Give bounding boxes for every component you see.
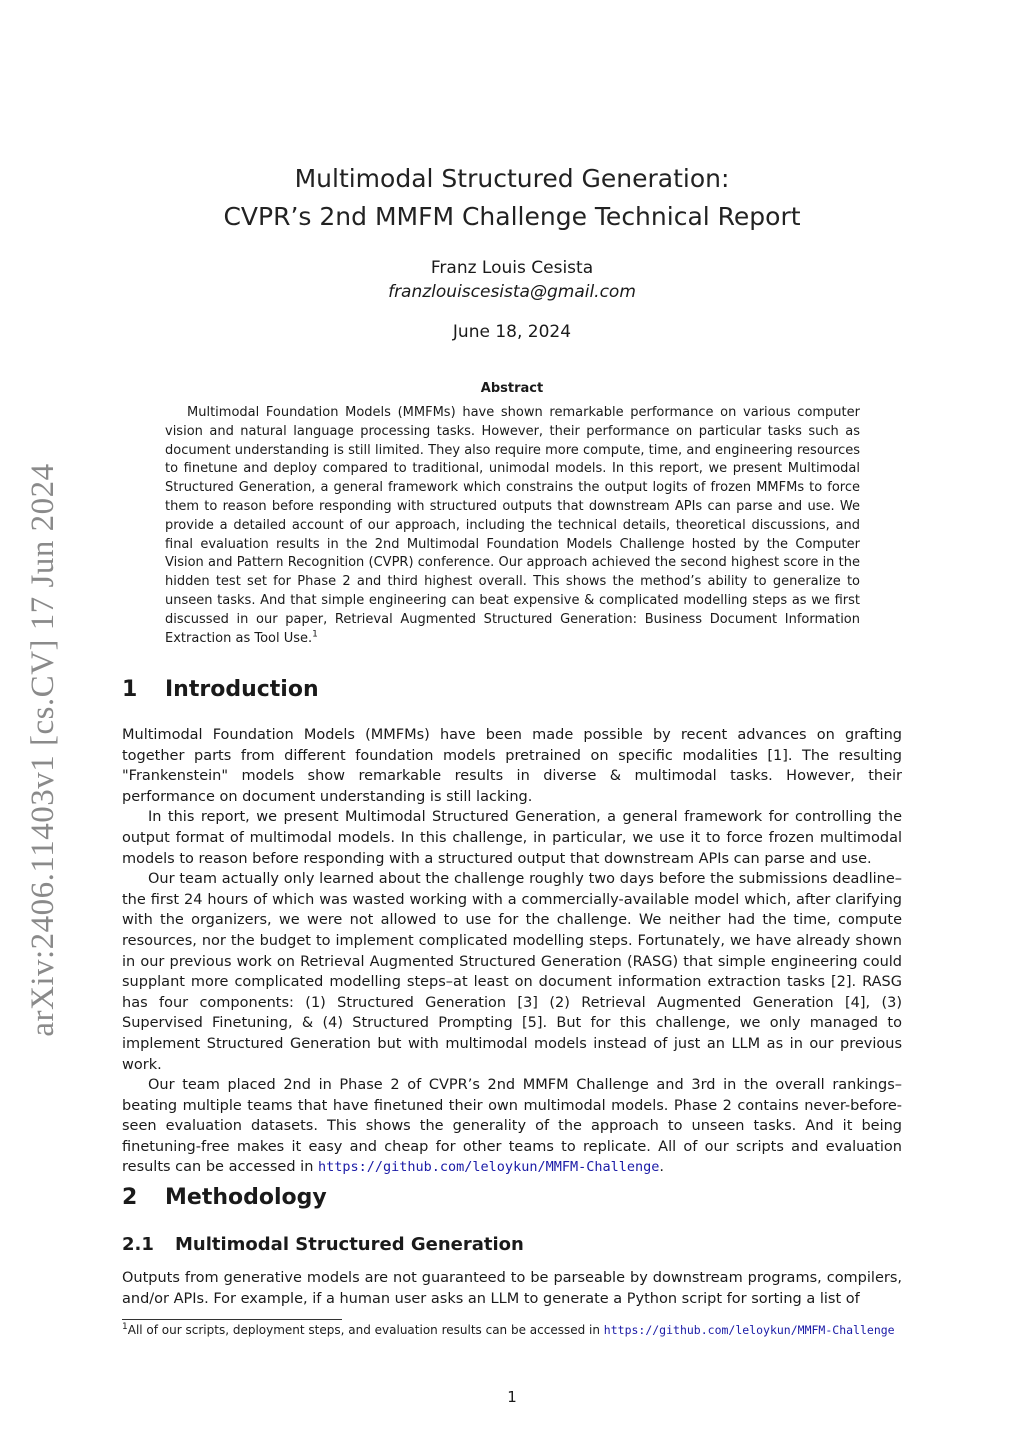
github-link[interactable]: https://github.com/leloykun/MMFM-Challenge bbox=[318, 1159, 660, 1176]
title-line-2: CVPR’s 2nd MMFM Challenge Technical Report bbox=[223, 202, 801, 231]
section-heading-methodology: 2 Methodology bbox=[122, 1185, 327, 1210]
introduction-body bbox=[122, 725, 902, 1178]
methodology-body bbox=[122, 1268, 902, 1309]
abstract-heading: Abstract bbox=[480, 381, 544, 396]
paragraph: Our team placed 2nd in Phase 2 of CVPR’s 2nd MMFM Challenge and 3rd in the overall rankings–beating multiple teams that have finetuned their own multimodal models. Phase 2 contains never-before-seen evaluation datasets. This shows the generality of the approach to unseen tasks. And it being finetuning-free makes it easy and cheap for other teams to replicate. All of our scripts and evaluation results can be accessed in https://github.com/leloykun/MMFM-Challenge. bbox=[122, 1077, 902, 1176]
subsection-heading: 2.1 Multimodal Structured Generation bbox=[122, 1234, 524, 1255]
paragraph: Our team actually only learned about the challenge roughly two days before the submissions deadline–the first 24 hours of which was wasted working with a commercially-available model which, after clarifying with the organizers, we were not allowed to use for the challenge. We neither had the time, compute resources, nor the budget to implement complicated modelling steps. Fortunately, we have already shown in our previous work on Retrieval Augmented Structured Generation (RASG) that simple engineering could supplant more complicated modelling steps–at least on document information extraction tasks [2]. RASG has four components: (1) Structured Generation [3] (2) Retrieval Augmented Generation [4], (3) Supervised Finetuning, & (4) Structured Prompting [5]. But for this challenge, we only managed to implement Structured Generation but with multimodal models instead of just an LLM as in our previous work. bbox=[122, 871, 902, 1073]
author-email: franzlouiscesista@gmail.com bbox=[388, 282, 636, 302]
arxiv-identifier: arXiv:2406.11403v1 [cs.CV] 17 Jun 2024 bbox=[25, 463, 61, 1037]
abstract-text: Multimodal Foundation Models (MMFMs) have shown remarkable performance on various computer vision and natural language processing tasks. However, their performance on particular tasks such as document understanding is still limited. They also require more compute, time, and engineering resources to finetune and deploy compared to traditional, unimodal models. In this report, we present Multimodal Structured Generation, a general framework which constrains the output logits of frozen MMFMs to force them to reason before responding with structured outputs that downstream APIs can parse and use. We provide a detailed account of our approach, including the technical details, theoretical discussions, and final evaluation results in the 2nd Multimodal Foundation Models Challenge hosted by the Computer Vision and Pattern Recognition (CVPR) conference. Our approach achieved the second highest score in the hidden test set for Phase 2 and third highest overall. This shows the method’s ability to generalize to unseen tasks. And that simple engineering can beat expensive & complicated modelling steps as we first discussed in our paper, Retrieval Augmented Structured Generation: Business Document Information Extraction as Tool Use.$^1$ bbox=[165, 405, 860, 646]
paper-title bbox=[0, 160, 1024, 236]
paragraph: Outputs from generative models are not guaranteed to be parseable by downstream programs, compilers, and/or APIs. For example, if a human user asks an LLM to generate a Python script for sorting a list of bbox=[122, 1270, 902, 1307]
footnote-marker[interactable]: 1 bbox=[312, 629, 318, 640]
paper-date: June 18, 2024 bbox=[452, 322, 572, 342]
footnote-github-link[interactable]: https://github.com/leloykun/MMFM-Challenge bbox=[603, 1323, 895, 1337]
footnote: $^1$All of our scripts, deployment steps, and evaluation results can be accessed in https://github.com/leloykun/MMFM-Challenge bbox=[122, 1322, 895, 1337]
title-line-1: Multimodal Structured Generation: bbox=[294, 164, 730, 193]
section-heading-introduction: 1 Introduction bbox=[122, 677, 319, 702]
author-name: Franz Louis Cesista bbox=[430, 258, 594, 278]
footnote-rule bbox=[122, 1319, 342, 1320]
page-number: 1 bbox=[507, 1388, 517, 1406]
author-block bbox=[0, 256, 1024, 304]
paragraph: Multimodal Foundation Models (MMFMs) have been made possible by recent advances on grafting together parts from different foundation models pretrained on specific modalities [1]. The resulting "Frankenstein" models show remarkable results in diverse & multimodal tasks. However, their performance on document understanding is still lacking. bbox=[122, 727, 902, 805]
paragraph: In this report, we present Multimodal Structured Generation, a general framework for controlling the output format of multimodal models. In this challenge, in particular, we use it to force frozen multimodal models to reason before responding with a structured output that downstream APIs can parse and use. bbox=[122, 809, 902, 867]
